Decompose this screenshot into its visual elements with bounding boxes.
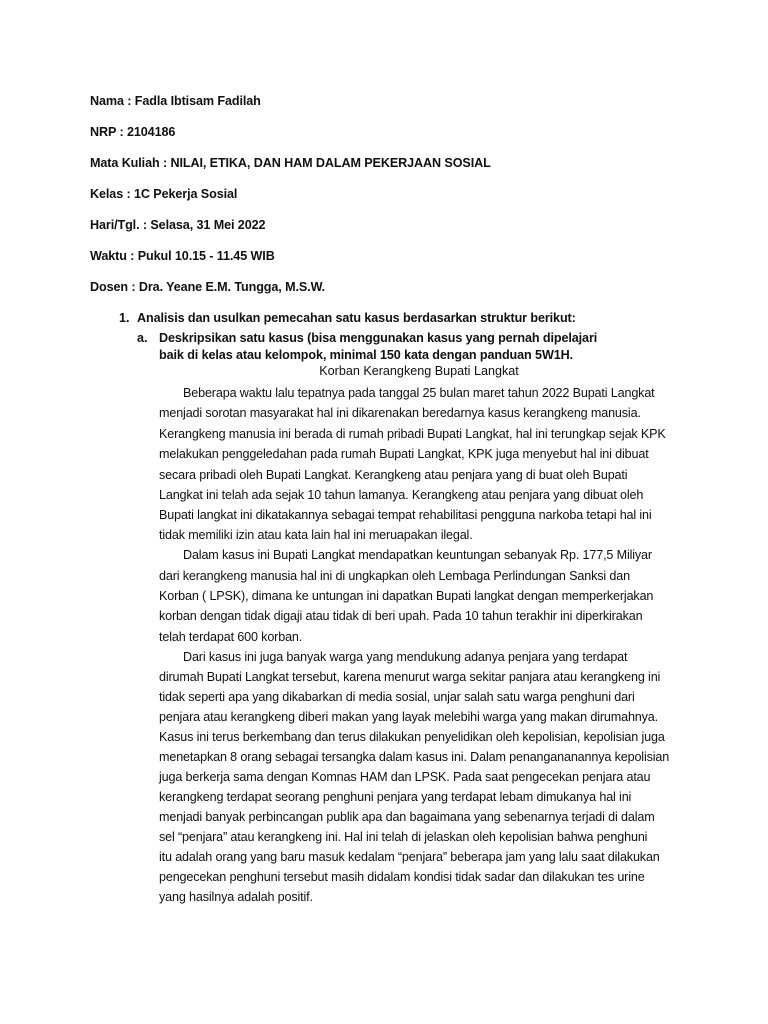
sub-question-letter: a. (137, 331, 148, 345)
day-date: Hari/Tgl. : Selasa, 31 Mei 2022 (90, 218, 266, 232)
essay-line: tidak memiliki izin atau kata lain hal ini meruapakan ilegal. (159, 528, 473, 542)
essay-line: dirumah Bupati Langkat tersebut, karena menurut warga sekitar panjara atau kerangkeng ini (159, 670, 661, 684)
essay-line: penjara atau kerangkeng diberi makan yang layak melebihi warga yang makan dirumahnya. (159, 710, 659, 724)
essay-line: menjadi sorotan masyarakat hal ini dikarenakan beredarnya kasus kerangkeng manusia. (159, 406, 641, 420)
essay-line: Langkat ini telah ada sejak 10 tahun lamanya. Kerangkeng atau penjara yang dibuat oleh (159, 488, 644, 502)
essay-line: tidak seperti apa yang dikabarkan di media sosial, unjar salah satu warga penghuni dari (159, 690, 635, 704)
class-name: Kelas : 1C Pekerja Sosial (90, 187, 238, 201)
essay-line: Bupati langkat ini dikatakannya sebagai tempat rehabilitasi pengguna narkoba tetapi hal ini (159, 508, 652, 522)
essay-line: Dari kasus ini juga banyak warga yang mendukung adanya penjara yang terdapat (183, 650, 628, 664)
essay-line: Kasus ini terus berkembang dan terus dilakukan penyelidikan oleh kepolisian, kepolisian juga (159, 730, 665, 744)
sub-question-line-2: baik di kelas atau kelompok, minimal 150 kata dengan panduan 5W1H. (159, 348, 574, 362)
essay-line: korban dengan tidak digaji atau tidak di beri upah. Pada 10 tahun terakhir ini diperkirakan (159, 609, 643, 623)
question-text: Analisis dan usulkan pemecahan satu kasus berdasarkan struktur berikut: (137, 311, 576, 325)
essay-line: dari kerangkeng manusia hal ini di ungkapkan oleh Lembaga Perlindungan Sanksi dan (159, 569, 630, 583)
essay-line: Beberapa waktu lalu tepatnya pada tanggal 25 bulan maret tahun 2022 Bupati Langkat (183, 386, 655, 400)
essay-line: secara pribadi oleh Bupati Langkat. Kerangkeng atau penjara yang di buat oleh Bupati (159, 468, 628, 482)
essay-line: pengecekan penghuni tersebut masih didalam kondisi tidak sadar dan dilakukan tes urine (159, 870, 645, 884)
essay-line: Kerangkeng manusia ini berada di rumah pribadi Bupati Langkat, hal ini terungkap sejak KPK (159, 427, 666, 441)
student-nrp: NRP : 2104186 (90, 125, 176, 139)
essay-line: Dalam kasus ini Bupati Langkat mendapatkan keuntungan sebanyak Rp. 177,5 Miliyar (183, 548, 652, 562)
essay-line: menetapkan 8 orang sebagai tersangka dalam kasus ini. Dalam penangananannya kepolisian (159, 750, 670, 764)
lecturer-name: Dosen : Dra. Yeane E.M. Tungga, M.S.W. (90, 280, 326, 294)
essay-line: Korban ( LPSK), dimana ke untungan ini dapatkan Bupati langkat dengan memperkerjakan (159, 589, 654, 603)
essay-line: melakukan penggeledahan pada rumah Bupati Langkat, KPK juga menyebut hal ini dibuat (159, 447, 649, 461)
course-name: Mata Kuliah : NILAI, ETIKA, DAN HAM DALAM PEKERJAAN SOSIAL (90, 156, 491, 170)
essay-line: juga berkerja sama dengan Komnas HAM dan LPSK. Pada saat pengecekan penjara atau (159, 770, 651, 784)
essay-line: menjadi banyak perbincangan publik apa dan bagaimana yang sebenarnya terjadi di dalam (159, 810, 655, 824)
question-number: 1. (119, 311, 130, 325)
student-name: Nama : Fadla Ibtisam Fadilah (90, 94, 261, 108)
essay-line: itu adalah orang yang baru masuk kedalam “penjara” beberapa jam yang lalu saat dilakukan (159, 850, 660, 864)
sub-question-line-1: Deskripsikan satu kasus (bisa menggunakan kasus yang pernah dipelajari (159, 331, 598, 345)
essay-line: telah terdapat 600 korban. (159, 630, 303, 644)
time-slot: Waktu : Pukul 10.15 - 11.45 WIB (90, 249, 275, 263)
essay-line: kerangkeng terdapat seorang penghuni penjara yang terdapat lebam dimukanya hal ini (159, 790, 632, 804)
essay-line: sel “penjara” atau kerangkeng ini. Hal ini telah di jelaskan oleh kepolisian bahwa penghuni (159, 830, 648, 844)
essay-title: Korban Kerangkeng Bupati Langkat (319, 364, 519, 378)
essay-line: yang hasilnya adalah positif. (159, 890, 313, 904)
